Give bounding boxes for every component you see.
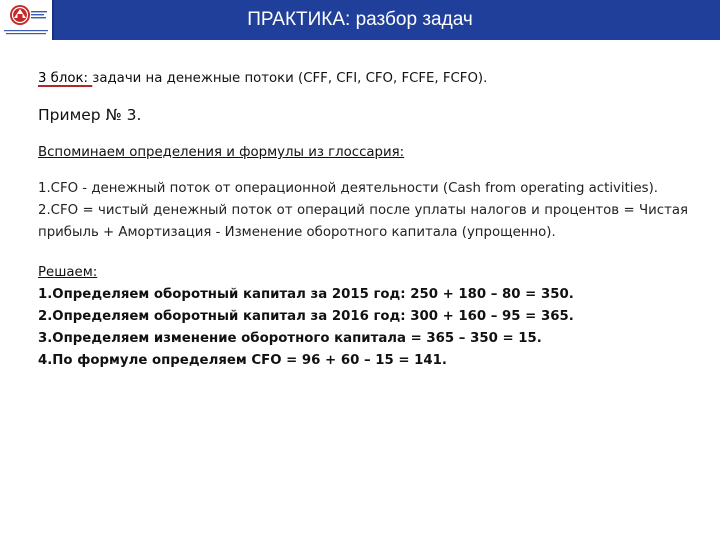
solve-heading: Решаем: <box>38 265 98 280</box>
header-bar <box>0 0 720 40</box>
block-line <box>38 68 688 90</box>
definitions-list <box>38 178 688 244</box>
solution-step: 2.Определяем оборотный капитал за 2016 год: 300 + 160 – 95 = 365. <box>38 309 574 324</box>
page-title: ПРАКТИКА: разбор задач <box>247 9 473 30</box>
definition-item: 2.CFO = чистый денежный поток от операций после уплаты налогов и процентов = Чистая прибыль + Амортизация - Изменение оборотного капитала (упрощенно). <box>38 203 688 240</box>
block-description: задачи на денежные потоки (CFF, CFI, CFO, FCFE, FCFO). <box>92 71 488 86</box>
solution-step: 4.По формуле определяем CFO = 96 + 60 – 15 = 141. <box>38 353 447 368</box>
solution-step: 3.Определяем изменение оборотного капитала = 365 – 350 = 15. <box>38 331 542 346</box>
solution-step: 1.Определяем оборотный капитал за 2015 год: 250 + 180 – 80 = 350. <box>38 287 574 302</box>
example-title: Пример № 3. <box>38 106 142 124</box>
solution-steps <box>38 284 688 372</box>
definition-item: 1.CFO - денежный поток от операционной деятельности (Cash from operating activities). <box>38 181 659 196</box>
slide-content <box>38 68 688 372</box>
block-label: 3 блок: <box>38 71 93 86</box>
glossary-heading: Вспоминаем определения и формулы из глоссария: <box>38 145 405 160</box>
